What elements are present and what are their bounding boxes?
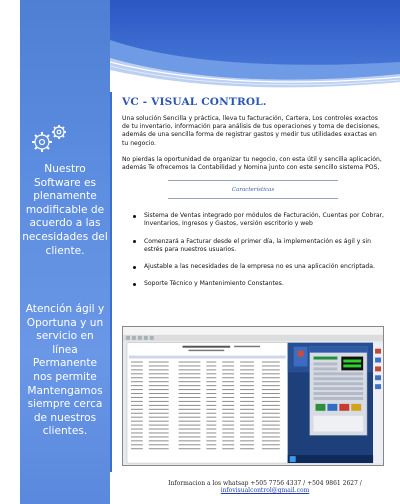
bullet-icon	[133, 215, 136, 218]
offer-paragraph: No pierdas la oportunidad de organizar tu negocio, con esta útil y sencilla aplicación, además Te ofrecemos la Contabilidad y Nomina junto con este sencillo sistema POS,	[122, 155, 382, 172]
separator-bottom	[168, 198, 338, 199]
gears-icon	[28, 122, 72, 156]
sidebar-text-customizable: Nuestro Software es plenamente modificable de acuerdo a las necesidades del cliente.	[22, 163, 108, 257]
sidebar-text-support: Atención ágil y Oportuna y un servicio en línea Permanente nos permite Mantengamos siempre cerca de nuestros clientes.	[25, 303, 105, 438]
bullet-icon	[133, 240, 136, 243]
separator-top	[168, 180, 338, 181]
intro-paragraph: Una solución Sencilla y práctica, lleva tu facturación, Cartera, Los controles exactos de tu inventario, información para análisis de tus operaciones y toma de decisiones, además de una sencilla forma de registrar gastos y medir tus utilidades exactas en tu negocio.	[122, 115, 380, 147]
features-list	[122, 212, 384, 288]
main-content	[122, 96, 384, 297]
list-item: Soporte Técnico y Mantenimiento Constantes.	[144, 280, 384, 288]
page-title: VC - VISUAL CONTROL.	[122, 96, 267, 108]
list-item: Sistema de Ventas integrado por módulos de Facturación, Cuentas por Cobrar, Inventarios, Ingresos y Gastos, versión escritorio y web	[144, 212, 384, 228]
bullet-icon	[133, 266, 136, 269]
email-link[interactable]: infovisualcontrol@gmail.com	[220, 487, 310, 494]
list-item: Ajustable a las necesidades de la empresa no es una aplicación encriptada.	[144, 263, 384, 271]
list-item: Comenzará a Facturar desde el primer día, la implementación es ágil y sin estrés para nuestros usuarios.	[144, 238, 384, 254]
software-screenshot	[122, 326, 384, 466]
header-wave-banner	[110, 0, 400, 92]
divider-line	[110, 92, 112, 472]
bullet-icon	[133, 283, 136, 286]
contact-info: Informacion a los whatsap +505 7756 4337 / +504 9861 2627 /	[168, 480, 362, 487]
features-heading: Características	[231, 187, 275, 194]
